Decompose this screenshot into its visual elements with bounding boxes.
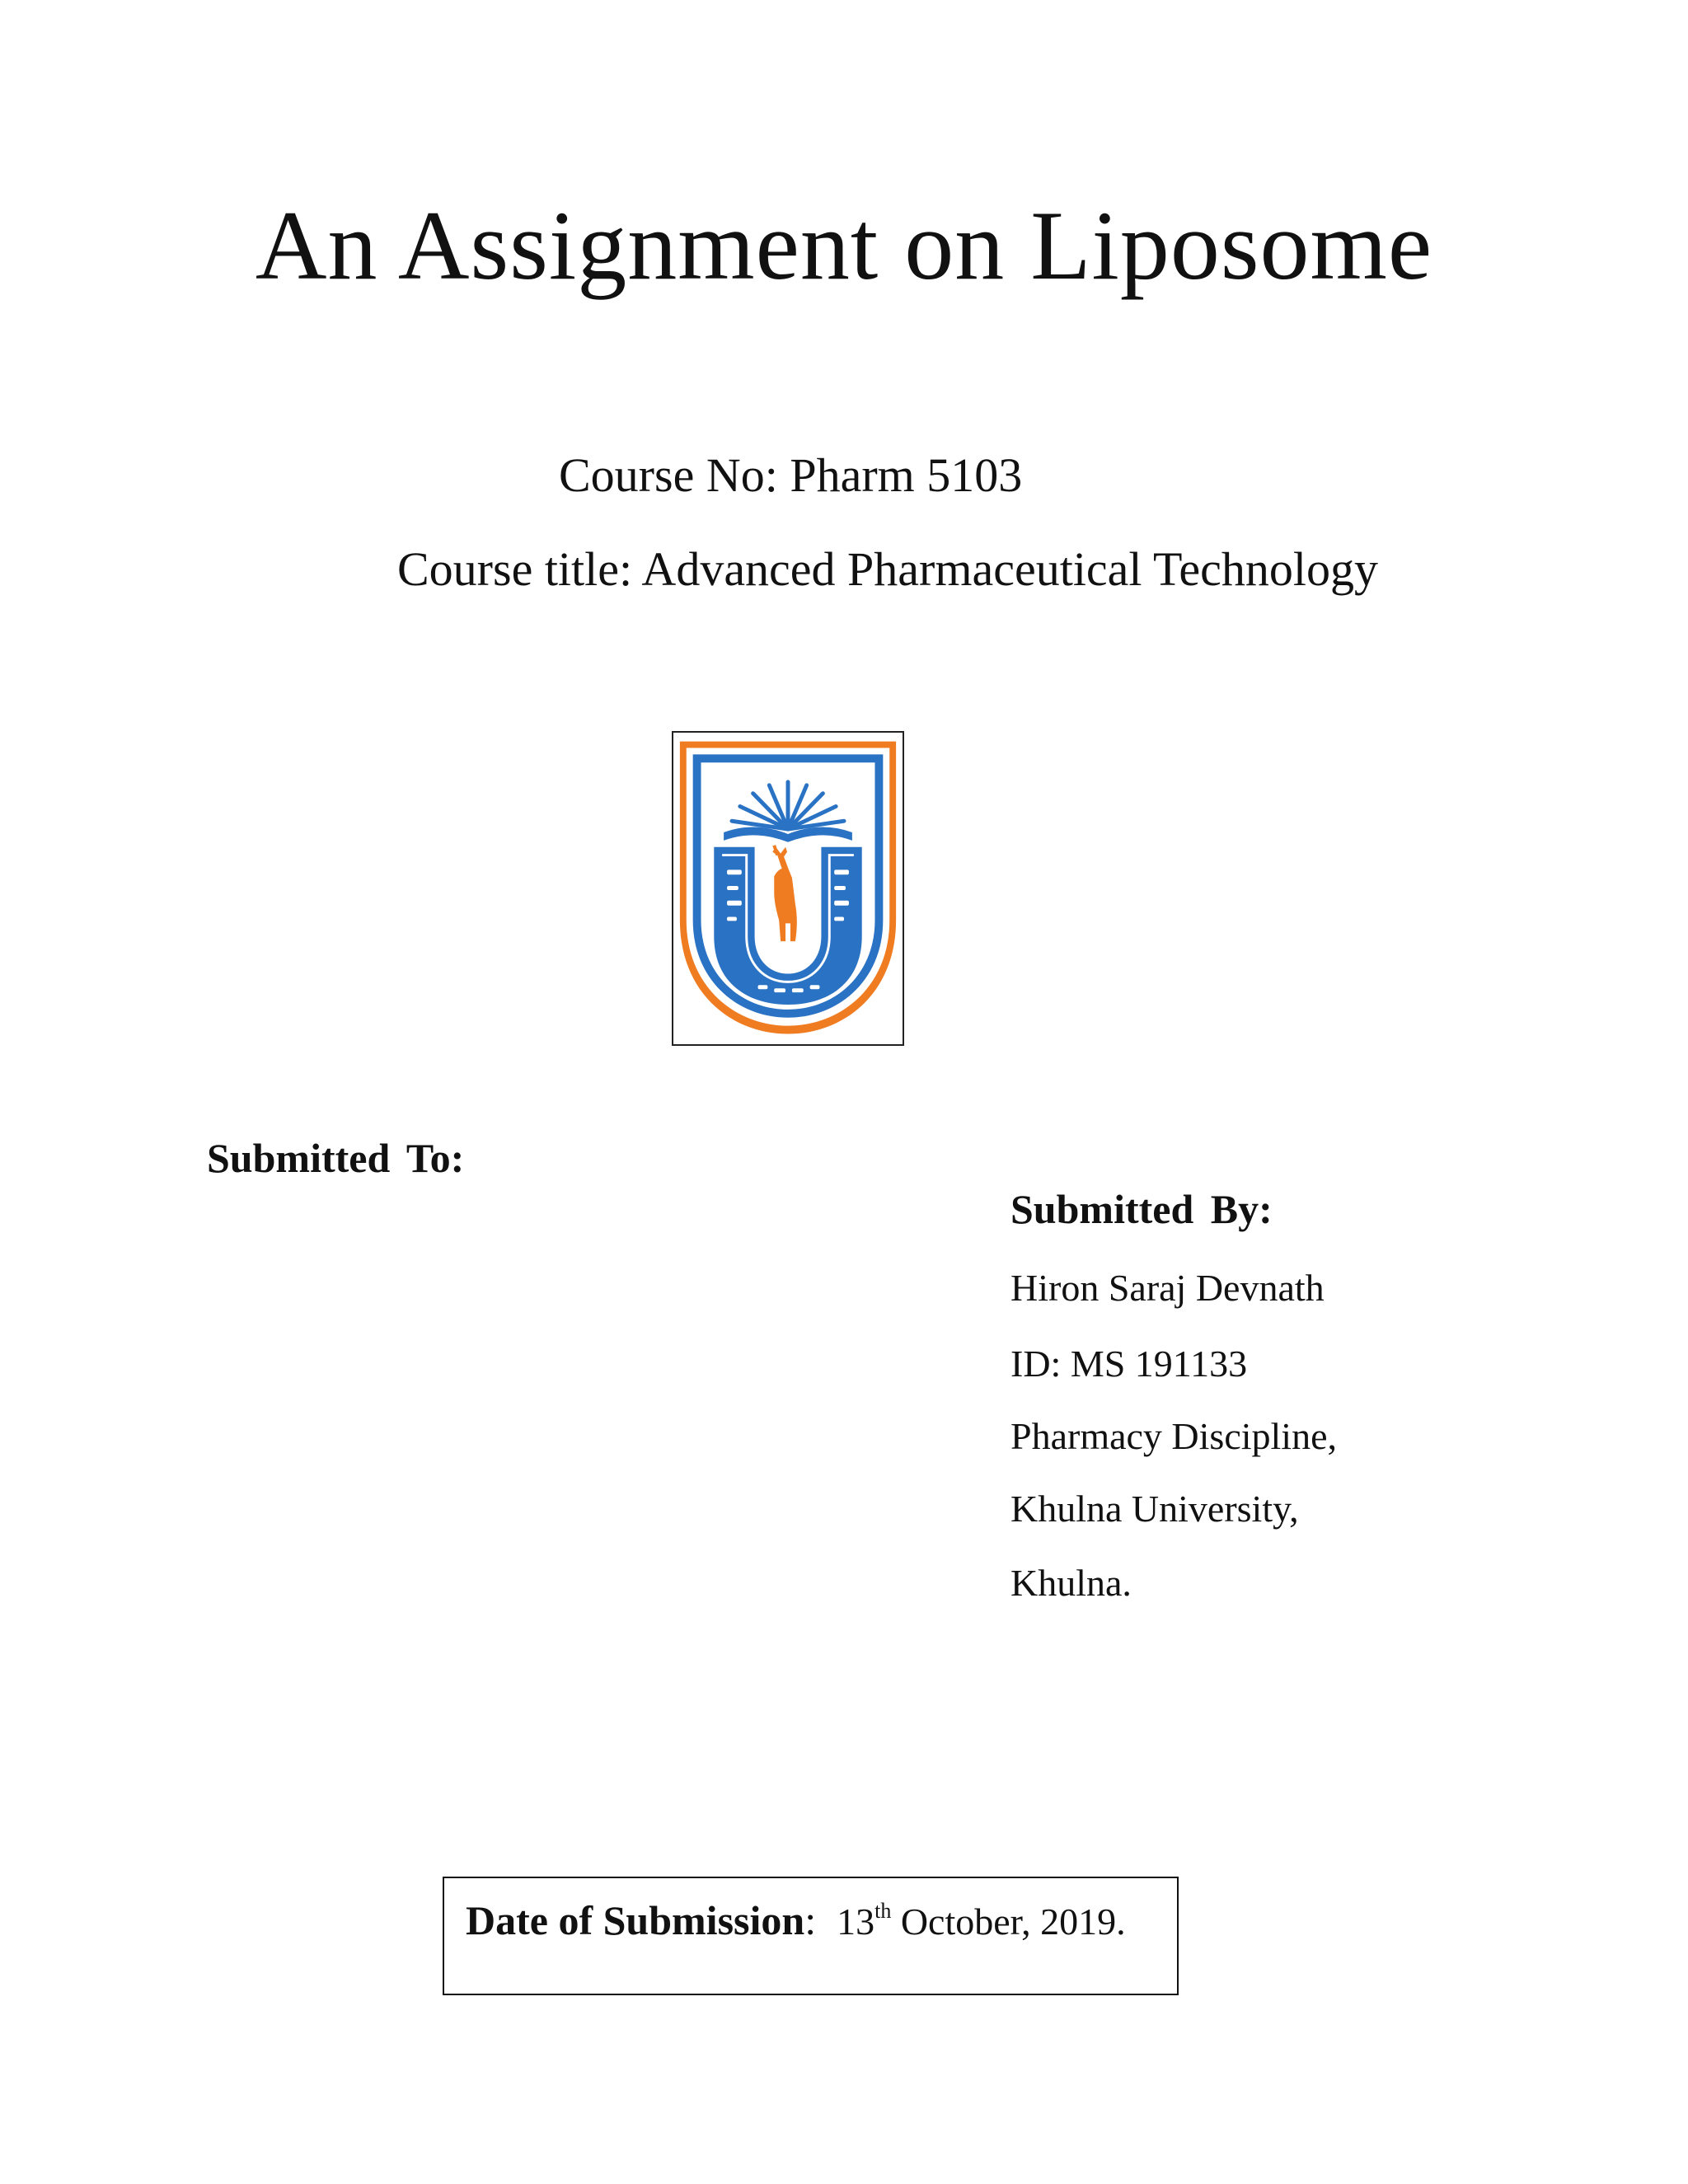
course-number: Course No: Pharm 5103 bbox=[559, 448, 1023, 502]
submission-date-day: 13 bbox=[837, 1900, 875, 1943]
student-university: Khulna University, bbox=[1010, 1488, 1299, 1530]
document-title: An Assignment on Liposome bbox=[255, 190, 1433, 300]
student-id: ID: MS 191133 bbox=[1010, 1343, 1248, 1385]
khulna-university-emblem-icon bbox=[673, 733, 903, 1044]
student-city: Khulna. bbox=[1010, 1562, 1132, 1604]
submission-date bbox=[466, 1897, 1126, 1943]
submitted-by-label: Submitted By: bbox=[1010, 1186, 1273, 1232]
submission-date-day-suffix: th bbox=[874, 1899, 892, 1923]
submission-date-label: Date of Submission bbox=[466, 1897, 805, 1943]
student-discipline: Pharmacy Discipline, bbox=[1010, 1415, 1338, 1457]
submission-date-box bbox=[443, 1877, 1179, 1995]
university-logo bbox=[672, 731, 904, 1046]
student-name: Hiron Saraj Devnath bbox=[1010, 1267, 1325, 1309]
submission-date-rest: October, 2019. bbox=[891, 1900, 1126, 1943]
course-title: Course title: Advanced Pharmaceutical Technology bbox=[397, 542, 1378, 596]
submitted-to-label: Submitted To: bbox=[207, 1135, 465, 1181]
submission-date-separator: : bbox=[804, 1897, 817, 1943]
